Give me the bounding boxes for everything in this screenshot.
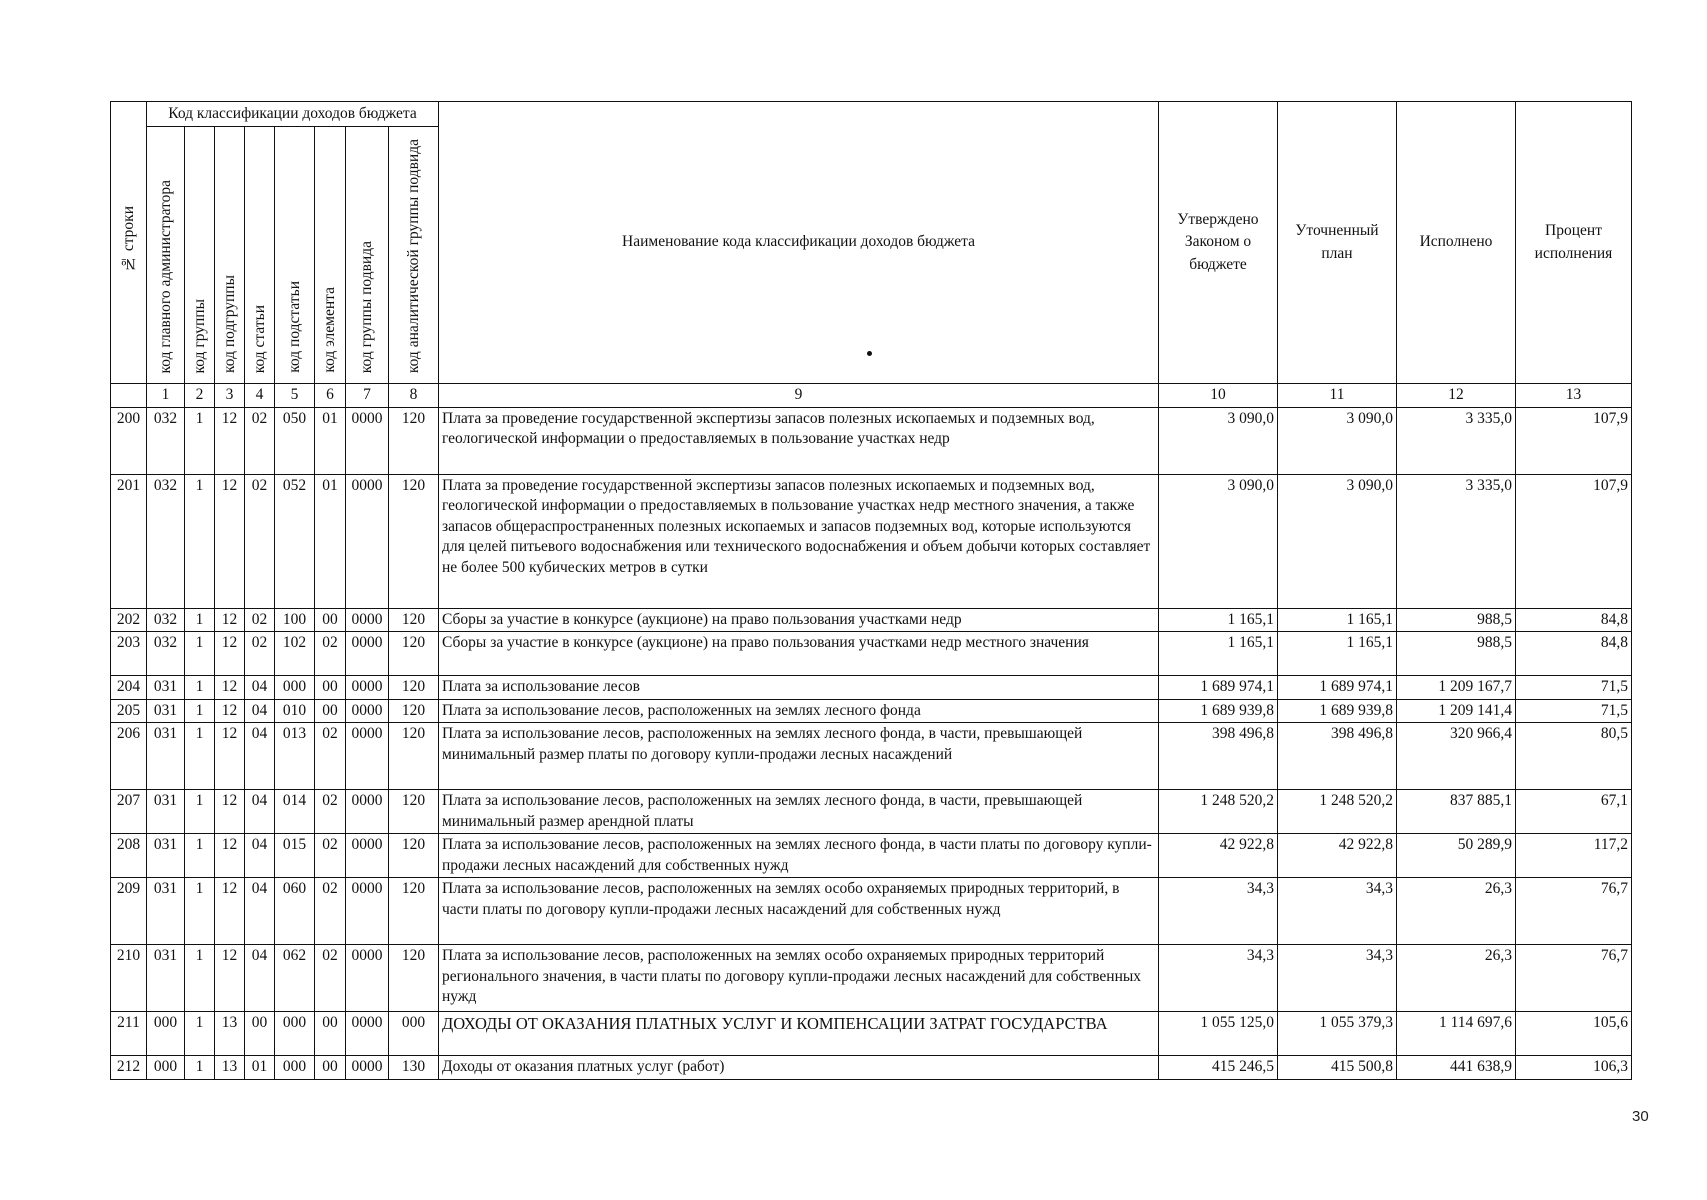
refined-amount: 34,3 bbox=[1278, 945, 1397, 1012]
header-code-element: код элемента bbox=[315, 127, 346, 384]
row-number: 209 bbox=[111, 878, 147, 945]
admin-code: 032 bbox=[147, 608, 185, 631]
article-code: 04 bbox=[245, 723, 275, 790]
column-number: 1 bbox=[147, 384, 185, 407]
table-row bbox=[111, 699, 1632, 722]
row-number: 211 bbox=[111, 1012, 147, 1056]
column-number: 8 bbox=[389, 384, 439, 407]
subtype-code: 0000 bbox=[346, 834, 389, 878]
column-number: 12 bbox=[1397, 384, 1516, 407]
refined-amount: 1 689 939,8 bbox=[1278, 699, 1397, 722]
table-row bbox=[111, 407, 1632, 474]
approved-amount: 34,3 bbox=[1159, 945, 1278, 1012]
table-row bbox=[111, 723, 1632, 790]
table-row bbox=[111, 790, 1632, 834]
subarticle-code: 010 bbox=[275, 699, 315, 722]
row-number: 202 bbox=[111, 608, 147, 631]
subarticle-code: 015 bbox=[275, 834, 315, 878]
approved-amount: 398 496,8 bbox=[1159, 723, 1278, 790]
table-row bbox=[111, 878, 1632, 945]
element-code: 00 bbox=[315, 1012, 346, 1056]
percent-executed: 107,9 bbox=[1516, 474, 1632, 608]
subarticle-code: 100 bbox=[275, 608, 315, 631]
column-number: 6 bbox=[315, 384, 346, 407]
element-code: 02 bbox=[315, 790, 346, 834]
table-row bbox=[111, 834, 1632, 878]
subtype-code: 0000 bbox=[346, 608, 389, 631]
percent-executed: 107,9 bbox=[1516, 407, 1632, 474]
income-name: Плата за использование лесов, расположенных на землях лесного фонда bbox=[439, 699, 1159, 722]
row-number: 204 bbox=[111, 676, 147, 699]
income-name: Плата за использование лесов, расположенных на землях лесного фонда, в части, превышающей минимальный размер платы по договору купли-продажи лесных насаждений bbox=[439, 723, 1159, 790]
column-number: 5 bbox=[275, 384, 315, 407]
column-number: 13 bbox=[1516, 384, 1632, 407]
group-code: 1 bbox=[185, 474, 215, 608]
subarticle-code: 000 bbox=[275, 1056, 315, 1079]
approved-amount: 42 922,8 bbox=[1159, 834, 1278, 878]
analytic-code: 120 bbox=[389, 676, 439, 699]
analytic-code: 120 bbox=[389, 407, 439, 474]
row-number: 201 bbox=[111, 474, 147, 608]
refined-amount: 1 689 974,1 bbox=[1278, 676, 1397, 699]
group-code: 1 bbox=[185, 699, 215, 722]
subtype-code: 0000 bbox=[346, 723, 389, 790]
subgroup-code: 12 bbox=[215, 474, 245, 608]
executed-amount: 3 335,0 bbox=[1397, 474, 1516, 608]
income-name: Плата за использование лесов, расположенных на землях лесного фонда, в части, превышающей минимальный размер арендной платы bbox=[439, 790, 1159, 834]
admin-code: 031 bbox=[147, 878, 185, 945]
group-code: 1 bbox=[185, 834, 215, 878]
header-row-number: № строки bbox=[111, 102, 147, 384]
income-name: Плата за использование лесов bbox=[439, 676, 1159, 699]
header-refined-plan: Уточненный план bbox=[1278, 102, 1397, 384]
header-percent: Процент исполнения bbox=[1516, 102, 1632, 384]
subgroup-code: 12 bbox=[215, 407, 245, 474]
element-code: 02 bbox=[315, 945, 346, 1012]
header-code-subarticle: код подстатьи bbox=[275, 127, 315, 384]
subarticle-code: 050 bbox=[275, 407, 315, 474]
article-code: 04 bbox=[245, 676, 275, 699]
approved-amount: 1 689 974,1 bbox=[1159, 676, 1278, 699]
refined-amount: 398 496,8 bbox=[1278, 723, 1397, 790]
group-code: 1 bbox=[185, 723, 215, 790]
table-row bbox=[111, 632, 1632, 676]
subgroup-code: 12 bbox=[215, 878, 245, 945]
executed-amount: 320 966,4 bbox=[1397, 723, 1516, 790]
analytic-code: 120 bbox=[389, 790, 439, 834]
group-code: 1 bbox=[185, 608, 215, 631]
executed-amount: 837 885,1 bbox=[1397, 790, 1516, 834]
income-name: Плата за использование лесов, расположенных на землях особо охраняемых природных территорий регионального значения, в части платы по договору купли-продажи лесных насаждений для собственных нужд bbox=[439, 945, 1159, 1012]
article-code: 02 bbox=[245, 632, 275, 676]
row-number: 205 bbox=[111, 699, 147, 722]
header-code-group-col: код группы bbox=[185, 127, 215, 384]
approved-amount: 415 246,5 bbox=[1159, 1056, 1278, 1079]
scan-dot-mark bbox=[867, 351, 872, 356]
header-code-article: код статьи bbox=[245, 127, 275, 384]
subarticle-code: 052 bbox=[275, 474, 315, 608]
group-code: 1 bbox=[185, 676, 215, 699]
page-number: 30 bbox=[1632, 1108, 1649, 1125]
admin-code: 031 bbox=[147, 723, 185, 790]
refined-amount: 3 090,0 bbox=[1278, 474, 1397, 608]
budget-income-table bbox=[110, 101, 1632, 1080]
row-number: 206 bbox=[111, 723, 147, 790]
element-code: 02 bbox=[315, 878, 346, 945]
row-number: 212 bbox=[111, 1056, 147, 1079]
header-code-subtype-group: код группы подвида bbox=[346, 127, 389, 384]
analytic-code: 120 bbox=[389, 632, 439, 676]
element-code: 01 bbox=[315, 407, 346, 474]
subgroup-code: 12 bbox=[215, 723, 245, 790]
income-name: ДОХОДЫ ОТ ОКАЗАНИЯ ПЛАТНЫХ УСЛУГ И КОМПЕНСАЦИИ ЗАТРАТ ГОСУДАРСТВА bbox=[439, 1012, 1159, 1056]
approved-amount: 1 165,1 bbox=[1159, 632, 1278, 676]
analytic-code: 120 bbox=[389, 608, 439, 631]
header-code-analytic-group: код аналитической группы подвида bbox=[389, 127, 439, 384]
percent-executed: 76,7 bbox=[1516, 878, 1632, 945]
executed-amount: 26,3 bbox=[1397, 945, 1516, 1012]
element-code: 01 bbox=[315, 474, 346, 608]
percent-executed: 117,2 bbox=[1516, 834, 1632, 878]
executed-amount: 1 209 167,7 bbox=[1397, 676, 1516, 699]
column-numbers-row bbox=[111, 384, 1632, 407]
subgroup-code: 13 bbox=[215, 1056, 245, 1079]
approved-amount: 1 689 939,8 bbox=[1159, 699, 1278, 722]
subtype-code: 0000 bbox=[346, 632, 389, 676]
element-code: 02 bbox=[315, 632, 346, 676]
element-code: 00 bbox=[315, 676, 346, 699]
article-code: 02 bbox=[245, 407, 275, 474]
group-code: 1 bbox=[185, 632, 215, 676]
refined-amount: 3 090,0 bbox=[1278, 407, 1397, 474]
refined-amount: 415 500,8 bbox=[1278, 1056, 1397, 1079]
executed-amount: 1 114 697,6 bbox=[1397, 1012, 1516, 1056]
row-number: 200 bbox=[111, 407, 147, 474]
table-row bbox=[111, 608, 1632, 631]
executed-amount: 3 335,0 bbox=[1397, 407, 1516, 474]
article-code: 04 bbox=[245, 945, 275, 1012]
income-name: Плата за использование лесов, расположенных на землях особо охраняемых природных территорий, в части платы по договору купли-продажи лесных насаждений для собственных нужд bbox=[439, 878, 1159, 945]
header-code-group: Код классификации доходов бюджета bbox=[147, 102, 439, 127]
refined-amount: 1 165,1 bbox=[1278, 632, 1397, 676]
row-number: 208 bbox=[111, 834, 147, 878]
article-code: 04 bbox=[245, 878, 275, 945]
income-name: Сборы за участие в конкурсе (аукционе) на право пользования участками недр местного значения bbox=[439, 632, 1159, 676]
header-name-column: Наименование кода классификации доходов бюджета bbox=[439, 102, 1159, 384]
approved-amount: 1 165,1 bbox=[1159, 608, 1278, 631]
header-approved: Утверждено Законом о бюджете bbox=[1159, 102, 1278, 384]
admin-code: 032 bbox=[147, 407, 185, 474]
subgroup-code: 12 bbox=[215, 632, 245, 676]
income-name: Доходы от оказания платных услуг (работ) bbox=[439, 1056, 1159, 1079]
table-row bbox=[111, 1012, 1632, 1056]
analytic-code: 120 bbox=[389, 699, 439, 722]
subtype-code: 0000 bbox=[346, 878, 389, 945]
subarticle-code: 014 bbox=[275, 790, 315, 834]
row-number: 207 bbox=[111, 790, 147, 834]
approved-amount: 1 248 520,2 bbox=[1159, 790, 1278, 834]
executed-amount: 441 638,9 bbox=[1397, 1056, 1516, 1079]
group-code: 1 bbox=[185, 790, 215, 834]
percent-executed: 71,5 bbox=[1516, 699, 1632, 722]
row-number: 203 bbox=[111, 632, 147, 676]
column-number: 11 bbox=[1278, 384, 1397, 407]
admin-code: 000 bbox=[147, 1012, 185, 1056]
subarticle-code: 062 bbox=[275, 945, 315, 1012]
header-code-admin: код главного администратора bbox=[147, 127, 185, 384]
subtype-code: 0000 bbox=[346, 945, 389, 1012]
percent-executed: 80,5 bbox=[1516, 723, 1632, 790]
column-number: 7 bbox=[346, 384, 389, 407]
group-code: 1 bbox=[185, 1056, 215, 1079]
percent-executed: 76,7 bbox=[1516, 945, 1632, 1012]
admin-code: 031 bbox=[147, 790, 185, 834]
admin-code: 032 bbox=[147, 632, 185, 676]
subtype-code: 0000 bbox=[346, 676, 389, 699]
percent-executed: 84,8 bbox=[1516, 632, 1632, 676]
subgroup-code: 13 bbox=[215, 1012, 245, 1056]
column-number: 9 bbox=[439, 384, 1159, 407]
admin-code: 031 bbox=[147, 676, 185, 699]
subtype-code: 0000 bbox=[346, 699, 389, 722]
income-name: Плата за проведение государственной экспертизы запасов полезных ископаемых и подземных вод, геологической информации о предоставляемых в пользование участках недр местного значения, а также запасов общераспространенных полезных ископаемых и запасов подземных вод, которые используются для целей питьевого водоснабжения или технического водоснабжения и объем добычи которых составляет не более 500 кубических метров в сутки bbox=[439, 474, 1159, 608]
subgroup-code: 12 bbox=[215, 834, 245, 878]
analytic-code: 120 bbox=[389, 834, 439, 878]
article-code: 04 bbox=[245, 834, 275, 878]
subtype-code: 0000 bbox=[346, 1012, 389, 1056]
group-code: 1 bbox=[185, 407, 215, 474]
table-row bbox=[111, 676, 1632, 699]
header-code-subgroup: код подгруппы bbox=[215, 127, 245, 384]
subgroup-code: 12 bbox=[215, 608, 245, 631]
analytic-code: 120 bbox=[389, 945, 439, 1012]
article-code: 02 bbox=[245, 474, 275, 608]
percent-executed: 105,6 bbox=[1516, 1012, 1632, 1056]
percent-executed: 71,5 bbox=[1516, 676, 1632, 699]
column-number: 2 bbox=[185, 384, 215, 407]
executed-amount: 988,5 bbox=[1397, 632, 1516, 676]
analytic-code: 000 bbox=[389, 1012, 439, 1056]
subarticle-code: 060 bbox=[275, 878, 315, 945]
executed-amount: 50 289,9 bbox=[1397, 834, 1516, 878]
element-code: 00 bbox=[315, 1056, 346, 1079]
group-code: 1 bbox=[185, 1012, 215, 1056]
executed-amount: 1 209 141,4 bbox=[1397, 699, 1516, 722]
subtype-code: 0000 bbox=[346, 474, 389, 608]
row-number: 210 bbox=[111, 945, 147, 1012]
analytic-code: 120 bbox=[389, 878, 439, 945]
executed-amount: 26,3 bbox=[1397, 878, 1516, 945]
group-code: 1 bbox=[185, 945, 215, 1012]
refined-amount: 1 165,1 bbox=[1278, 608, 1397, 631]
group-code: 1 bbox=[185, 878, 215, 945]
admin-code: 032 bbox=[147, 474, 185, 608]
header-executed: Исполнено bbox=[1397, 102, 1516, 384]
element-code: 00 bbox=[315, 699, 346, 722]
table-row bbox=[111, 1056, 1632, 1079]
percent-executed: 84,8 bbox=[1516, 608, 1632, 631]
approved-amount: 1 055 125,0 bbox=[1159, 1012, 1278, 1056]
executed-amount: 988,5 bbox=[1397, 608, 1516, 631]
subtype-code: 0000 bbox=[346, 407, 389, 474]
subtype-code: 0000 bbox=[346, 790, 389, 834]
table-body bbox=[111, 407, 1632, 1079]
percent-executed: 67,1 bbox=[1516, 790, 1632, 834]
subgroup-code: 12 bbox=[215, 676, 245, 699]
table-row bbox=[111, 474, 1632, 608]
approved-amount: 3 090,0 bbox=[1159, 407, 1278, 474]
refined-amount: 42 922,8 bbox=[1278, 834, 1397, 878]
refined-amount: 1 055 379,3 bbox=[1278, 1012, 1397, 1056]
admin-code: 000 bbox=[147, 1056, 185, 1079]
analytic-code: 120 bbox=[389, 474, 439, 608]
subgroup-code: 12 bbox=[215, 945, 245, 1012]
analytic-code: 130 bbox=[389, 1056, 439, 1079]
column-number: 4 bbox=[245, 384, 275, 407]
subarticle-code: 102 bbox=[275, 632, 315, 676]
refined-amount: 1 248 520,2 bbox=[1278, 790, 1397, 834]
income-name: Плата за использование лесов, расположенных на землях лесного фонда, в части платы по договору купли-продажи лесных насаждений для собственных нужд bbox=[439, 834, 1159, 878]
subtype-code: 0000 bbox=[346, 1056, 389, 1079]
subgroup-code: 12 bbox=[215, 790, 245, 834]
subgroup-code: 12 bbox=[215, 699, 245, 722]
income-name: Плата за проведение государственной экспертизы запасов полезных ископаемых и подземных вод, геологической информации о предоставляемых в пользование участках недр bbox=[439, 407, 1159, 474]
admin-code: 031 bbox=[147, 699, 185, 722]
approved-amount: 34,3 bbox=[1159, 878, 1278, 945]
column-number: 10 bbox=[1159, 384, 1278, 407]
element-code: 02 bbox=[315, 723, 346, 790]
element-code: 00 bbox=[315, 608, 346, 631]
percent-executed: 106,3 bbox=[1516, 1056, 1632, 1079]
admin-code: 031 bbox=[147, 945, 185, 1012]
column-number bbox=[111, 384, 147, 407]
income-name: Сборы за участие в конкурсе (аукционе) на право пользования участками недр bbox=[439, 608, 1159, 631]
subarticle-code: 013 bbox=[275, 723, 315, 790]
element-code: 02 bbox=[315, 834, 346, 878]
article-code: 00 bbox=[245, 1012, 275, 1056]
table-row bbox=[111, 945, 1632, 1012]
article-code: 01 bbox=[245, 1056, 275, 1079]
subarticle-code: 000 bbox=[275, 676, 315, 699]
admin-code: 031 bbox=[147, 834, 185, 878]
article-code: 04 bbox=[245, 790, 275, 834]
refined-amount: 34,3 bbox=[1278, 878, 1397, 945]
column-number: 3 bbox=[215, 384, 245, 407]
article-code: 04 bbox=[245, 699, 275, 722]
subarticle-code: 000 bbox=[275, 1012, 315, 1056]
analytic-code: 120 bbox=[389, 723, 439, 790]
approved-amount: 3 090,0 bbox=[1159, 474, 1278, 608]
article-code: 02 bbox=[245, 608, 275, 631]
